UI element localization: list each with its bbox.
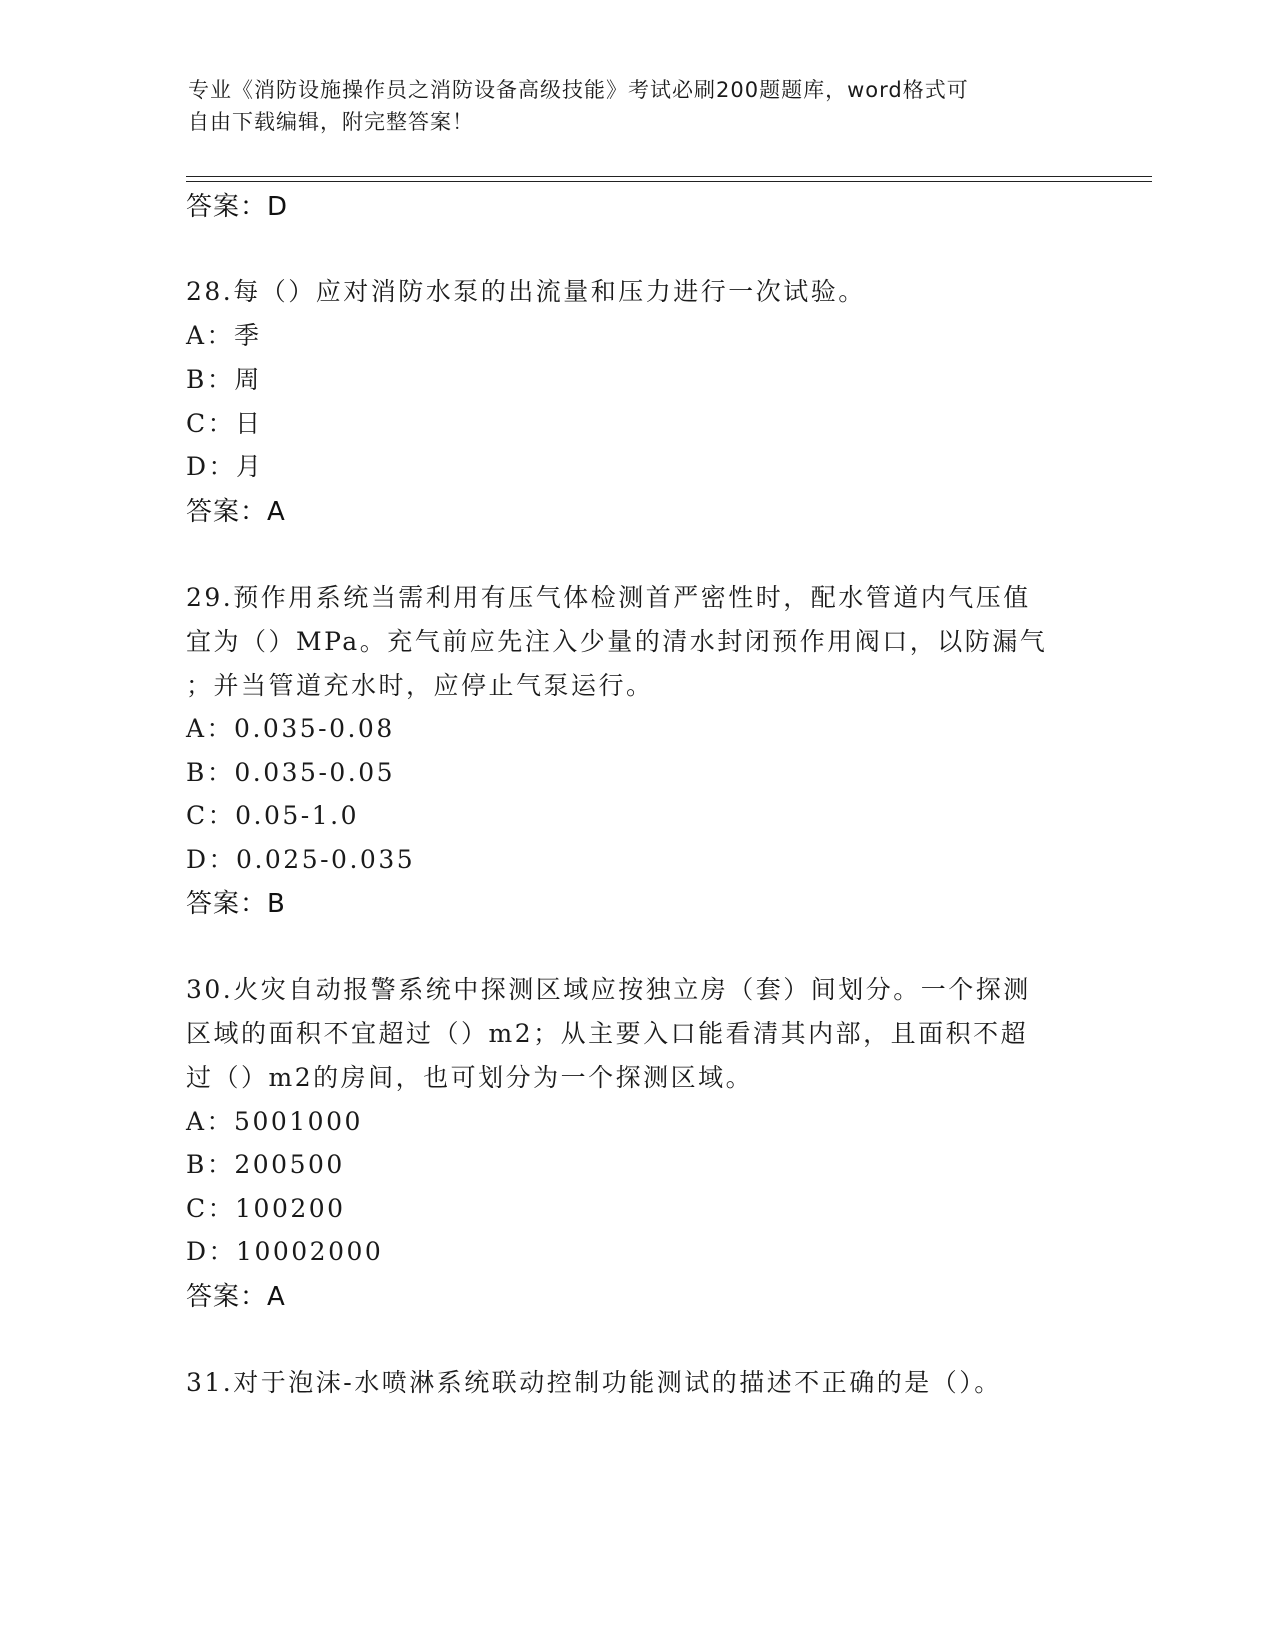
header-divider-top bbox=[186, 176, 1152, 177]
question-30-option-c: C：100200 bbox=[186, 1194, 346, 1223]
question-29-text-line-2: 宜为（）MPa。充气前应先注入少量的清水封闭预作用阀口，以防漏气 bbox=[186, 627, 1048, 656]
question-28-option-a: A：季 bbox=[186, 321, 262, 350]
question-29-option-c: C：0.05-1.0 bbox=[186, 801, 359, 830]
question-28-option-d: D：月 bbox=[186, 452, 264, 481]
question-29-option-d: D：0.025-0.035 bbox=[186, 845, 416, 874]
question-28-option-b: B：周 bbox=[186, 365, 262, 394]
question-28-option-c: C：日 bbox=[186, 409, 263, 438]
question-29-option-b: B：0.035-0.05 bbox=[186, 758, 396, 787]
question-29-text-line-1: 29.预作用系统当需利用有压气体检测首严密性时，配水管道内气压值 bbox=[186, 583, 1031, 612]
question-30-option-b: B：200500 bbox=[186, 1150, 345, 1179]
question-30-option-a: A：5001000 bbox=[186, 1107, 363, 1136]
header-line-2: 自由下载编辑，附完整答案！ bbox=[188, 110, 474, 134]
answer-prev: 答案：D bbox=[186, 192, 289, 222]
header-divider-bottom bbox=[186, 181, 1152, 182]
question-30-option-d: D：10002000 bbox=[186, 1237, 384, 1266]
question-30-text-line-2: 区域的面积不宜超过（）m2；从主要入口能看清其内部，且面积不超 bbox=[186, 1019, 1029, 1048]
question-30-text-line-3: 过（）m2的房间，也可划分为一个探测区域。 bbox=[186, 1063, 754, 1092]
question-29-answer: 答案：B bbox=[186, 889, 286, 919]
header-line-1: 专业《消防设施操作员之消防设备高级技能》考试必刷200题题库，word格式可 bbox=[188, 78, 969, 102]
question-29-text-line-3: ；并当管道充水时，应停止气泵运行。 bbox=[186, 671, 654, 700]
question-31-text: 31.对于泡沫-水喷淋系统联动控制功能测试的描述不正确的是（）。 bbox=[186, 1368, 1002, 1397]
question-30-answer: 答案：A bbox=[186, 1282, 286, 1312]
document-header bbox=[188, 74, 1068, 138]
question-28-answer: 答案：A bbox=[186, 497, 286, 527]
question-28-text: 28.每（）应对消防水泵的出流量和压力进行一次试验。 bbox=[186, 277, 866, 306]
question-30-text-line-1: 30.火灾自动报警系统中探测区域应按独立房（套）间划分。一个探测 bbox=[186, 975, 1031, 1004]
question-29-option-a: A：0.035-0.08 bbox=[186, 714, 395, 743]
